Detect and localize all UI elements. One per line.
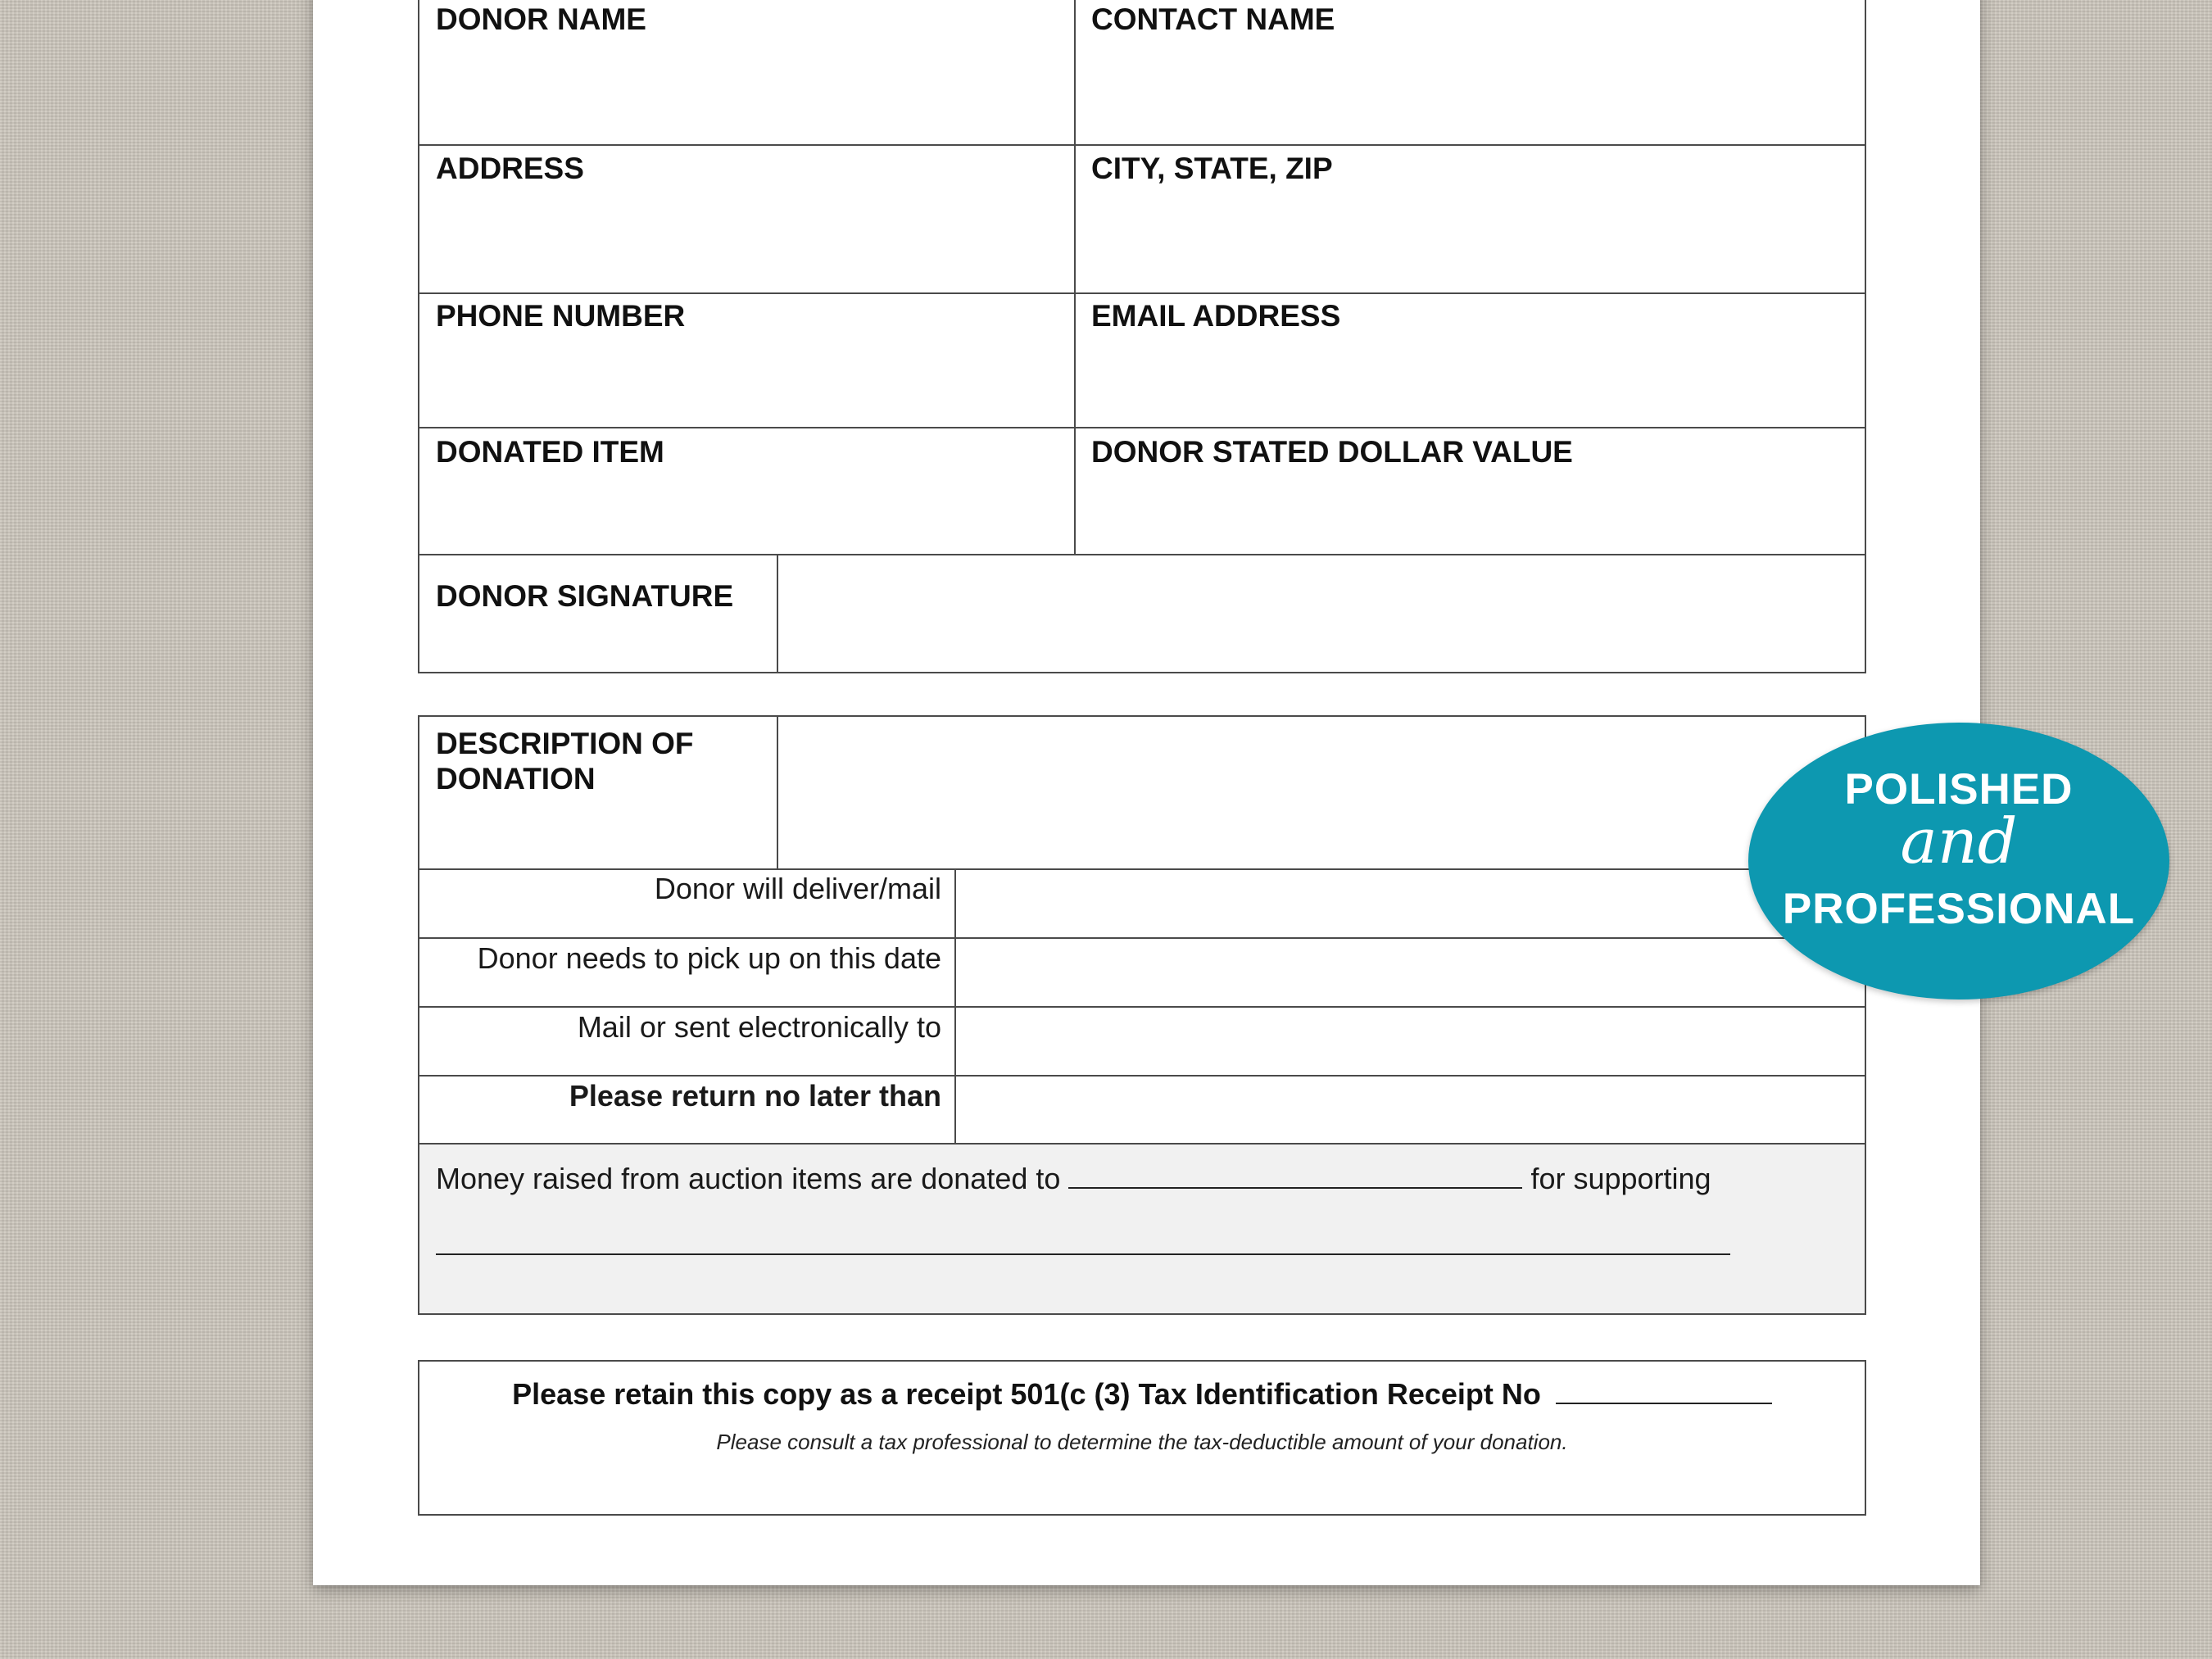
description-field[interactable] [778, 717, 1865, 868]
address-field[interactable] [419, 190, 1072, 291]
receipt-number-blank[interactable] [1556, 1378, 1772, 1404]
description-label-line1: DESCRIPTION OF [436, 727, 694, 760]
option-mail-electronic: Mail or sent electronically to [577, 1010, 941, 1044]
donated-item-field[interactable] [419, 474, 1072, 552]
grid-divider [418, 427, 1866, 428]
option-pick-up-date: Donor needs to pick up on this date [477, 941, 941, 975]
donor-signature-label: DONOR SIGNATURE [436, 579, 734, 613]
receipt-disclaimer: Please consult a tax professional to determine the tax-deductible amount of your donation. [716, 1430, 1568, 1454]
contact-name-label: CONTACT NAME [1091, 2, 1335, 36]
donor-name-field[interactable] [419, 41, 1072, 143]
address-label: ADDRESS [436, 152, 584, 185]
badge-line1: POLISHED [1844, 765, 2074, 814]
description-label-line2: DONATION [436, 762, 596, 796]
donor-stated-dollar-value-label: DONOR STATED DOLLAR VALUE [1091, 435, 1573, 469]
donor-stated-dollar-value-field[interactable] [1076, 474, 1865, 552]
option-deliver-mail: Donor will deliver/mail [654, 872, 941, 905]
grid-divider [418, 292, 1866, 294]
city-state-zip-field[interactable] [1076, 190, 1865, 291]
money-note-prefix: Money raised from auction items are donated to [436, 1162, 1061, 1195]
return-by-field[interactable] [956, 1077, 1865, 1143]
phone-number-label: PHONE NUMBER [436, 299, 686, 333]
phone-number-field[interactable] [419, 338, 1072, 425]
option-return-by: Please return no later than [569, 1079, 941, 1113]
contact-name-field[interactable] [1076, 41, 1865, 143]
deliver-mail-field[interactable] [956, 870, 1865, 937]
polished-professional-badge [1748, 723, 2169, 999]
money-note-suffix: for supporting [1530, 1162, 1711, 1195]
badge-line2: and [1900, 805, 2018, 877]
recipient-blank[interactable] [1068, 1163, 1522, 1189]
email-address-field[interactable] [1076, 338, 1865, 425]
receipt-main-text: Please retain this copy as a receipt 501(c (3) Tax Identification Receipt No [512, 1377, 1541, 1411]
donor-name-label: DONOR NAME [436, 2, 646, 36]
money-note-line [436, 1161, 1711, 1197]
donor-signature-field[interactable] [778, 555, 1865, 672]
mail-electronic-field[interactable] [956, 1008, 1865, 1075]
receipt-main-line [418, 1376, 1866, 1412]
donated-item-label: DONATED ITEM [436, 435, 664, 469]
badge-line3: PROFESSIONAL [1782, 885, 2136, 933]
email-address-label: EMAIL ADDRESS [1091, 299, 1341, 333]
form-page [313, 0, 1980, 1585]
grid-divider [418, 144, 1866, 146]
city-state-zip-label: CITY, STATE, ZIP [1091, 152, 1333, 185]
pick-up-date-field[interactable] [956, 939, 1865, 1006]
supporting-blank[interactable] [436, 1253, 1730, 1255]
